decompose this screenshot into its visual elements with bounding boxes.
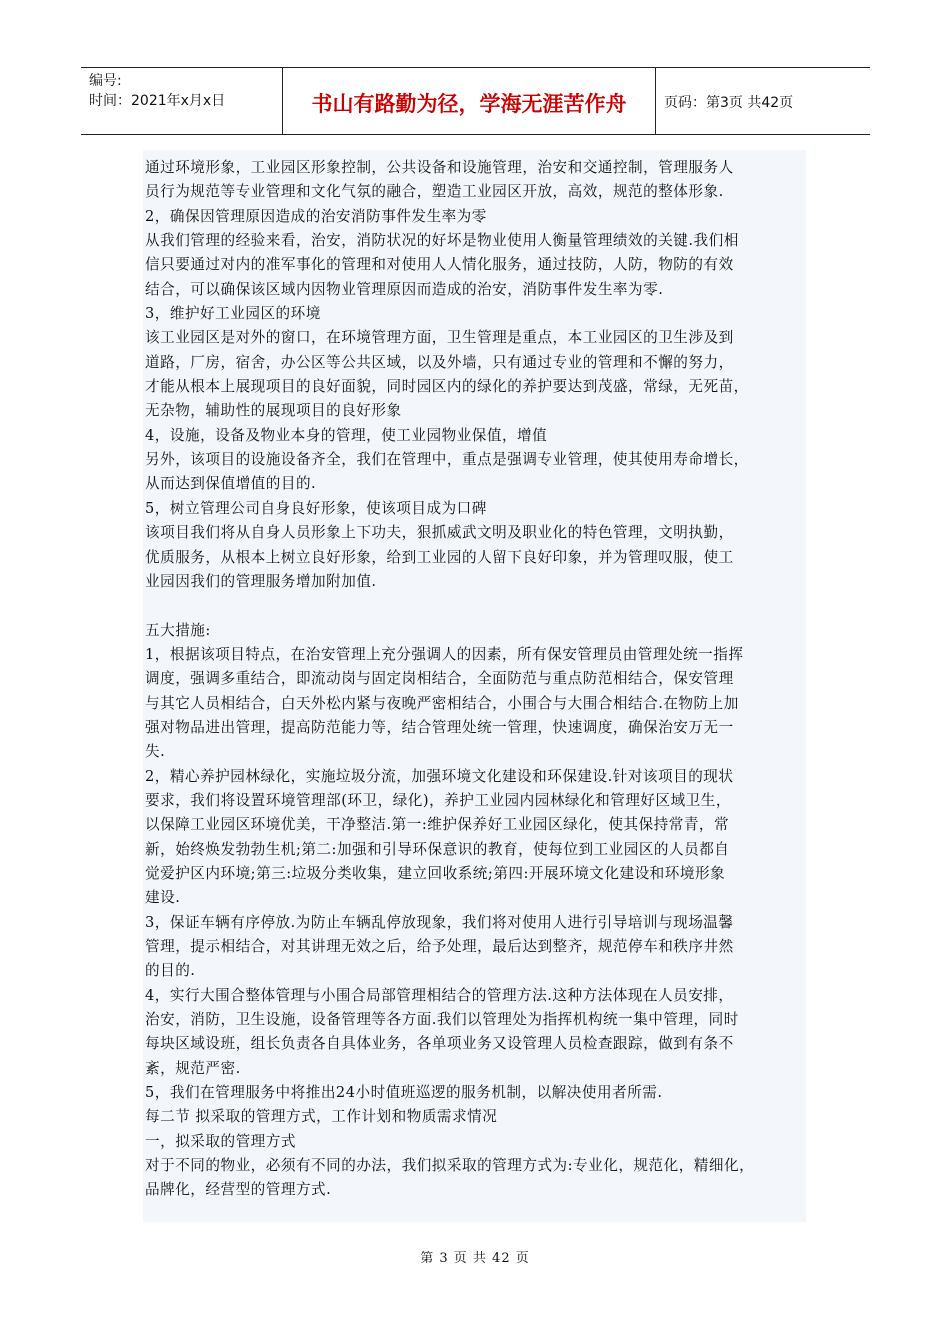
body-text-line: 对于不同的物业，必须有不同的办法，我们拟采取的管理方式为:专业化，规范化，精细化，	[145, 1157, 755, 1175]
body-text-line: 5，我们在管理服务中将推出24小时值班巡逻的服务机制，以解决使用者所需.	[145, 1084, 663, 1102]
body-text-line: 新，始终焕发勃勃生机;第二:加强和引导环保意识的教育，使每位到工业园区的人员都自	[145, 840, 730, 858]
body-text-line: 以保障工业园区环境优美，干净整洁.第一:维护保养好工业园区绿化，使其保持常青，常	[145, 816, 730, 834]
document-date: 时间：2021年x月x日	[89, 93, 226, 109]
body-text-line: 结合，可以确保该区域内因物业管理原因而造成的治安，消防事件发生率为零.	[145, 280, 664, 298]
body-text-line: 1，根据该项目特点，在治安管理上充分强调人的因素，所有保安管理员由管理处统一指挥	[145, 645, 744, 663]
body-text-line: 2，精心养护园林绿化，实施垃圾分流，加强环境文化建设和环保建设.针对该项目的现状	[145, 767, 734, 785]
body-text-line: 优质服务，从根本上树立良好形象，给到工业园的人留下良好印象，并为管理叹服，使工	[145, 548, 734, 566]
body-text-line: 紊，规范严密.	[145, 1059, 241, 1077]
body-text-line: 通过环境形象，工业园区形象控制，公共设备和设施管理，治安和交通控制，管理服务人	[145, 159, 734, 176]
body-text-line: 失.	[145, 743, 166, 761]
body-text-line: 道路，厂房，宿舍，办公区等公共区域，以及外墙，只有通过专业的管理和不懈的努力，	[145, 353, 734, 371]
body-text-line: 强对物品进出管理，提高防范能力等，结合管理处统一管理，快速调度，确保治安万无一	[145, 718, 734, 736]
body-text-line: 觉爱护区内环境;第三:垃圾分类收集，建立回收系统;第四:开展环境文化建设和环境形象	[145, 864, 726, 882]
body-text-line: 业园因我们的管理服务增加附加值.	[145, 572, 377, 590]
body-text-line: 调度，强调多重结合，即流动岗与固定岗相结合，全面防范与重点防范相结合，保安管理	[145, 670, 734, 688]
body-text-line: 从我们管理的经验来看，治安，消防状况的好坏是物业使用人衡量管理绩效的关键.我们相	[145, 232, 739, 250]
body-text-line: 要求，我们将设置环境管理部(环卫，绿化)，养护工业园内园林绿化和管理好区域卫生，	[145, 791, 731, 809]
body-text-line: 从而达到保值增值的目的.	[145, 475, 317, 493]
body-text-line: 与其它人员相结合，白天外松内紧与夜晚严密相结合，小围合与大围合相结合.在物防上加	[145, 694, 739, 712]
page-header	[81, 67, 870, 135]
body-text-line: 2，确保因管理原因造成的治安消防事件发生率为零	[145, 207, 487, 225]
body-text-line: 5，树立管理公司自身良好形象，使该项目成为口碑	[145, 499, 487, 517]
body-text-line: 4，设施，设备及物业本身的管理，使工业园物业保值，增值	[145, 426, 548, 444]
body-text-line: 一，拟采取的管理方式	[145, 1132, 296, 1150]
body-text-line: 的目的.	[145, 962, 196, 980]
page-footer: 第 3 页 共 42 页	[420, 1251, 530, 1266]
body-text-line: 才能从根本上展现项目的良好面貌，同时园区内的绿化的养护要达到茂盛，常绿，无死苗，	[145, 378, 749, 396]
body-text-line: 该工业园区是对外的窗口，在环境管理方面，卫生管理是重点，本工业园区的卫生涉及到	[145, 329, 734, 347]
body-text-line: 每块区域设班，组长负责各自具体业务，各单项业务又设管理人员检查跟踪，做到有条不	[145, 1035, 734, 1053]
document-number: 编号:	[89, 73, 122, 89]
body-text-line: 员行为规范等专业管理和文化气氛的融合，塑造工业园区开放，高效，规范的整体形象.	[145, 183, 724, 201]
body-text-line: 另外，该项目的设施设备齐全，我们在管理中，重点是强调专业管理，使其使用寿命增长，	[145, 451, 749, 469]
header-motto: 书山有路勤为径，学海无涯苦作舟	[283, 68, 656, 134]
body-text-line: 3，维护好工业园区的环境	[145, 305, 321, 323]
body-text-line: 该项目我们将从自身人员形象上下功夫，狠抓威武文明及职业化的特色管理，文明执勤，	[145, 524, 734, 542]
document-body	[143, 150, 806, 1222]
body-text-line: 治安，消防，卫生设施，设备管理等各方面.我们以管理处为指挥机构统一集中管理，同时	[145, 1011, 739, 1029]
header-page-number: 页码：第3页 共42页	[664, 95, 794, 111]
body-text-line: 每二节 拟采取的管理方式，工作计划和物质需求情况	[145, 1108, 498, 1126]
body-text-line: 信只要通过对内的准军事化的管理和对使用人人情化服务，通过技防，人防，物防的有效	[145, 256, 734, 274]
body-text-line: 3，保证车辆有序停放.为防止车辆乱停放现象，我们将对使用人进行引导培训与现场温馨	[145, 913, 734, 931]
body-text-line: 4，实行大围合整体管理与小围合局部管理相结合的管理方法.这种方法体现在人员安排，	[145, 986, 734, 1004]
body-text-line: 五大措施:	[145, 621, 211, 639]
body-text-line: 品牌化，经营型的管理方式.	[145, 1181, 332, 1199]
paragraph-gap	[145, 594, 806, 618]
body-text-line: 管理，提示相结合，对其讲理无效之后，给予处理，最后达到整齐，规范停车和秩序井然	[145, 938, 734, 955]
header-meta	[81, 68, 283, 134]
body-text-line: 建设.	[145, 889, 181, 907]
body-text-line: 无杂物，辅助性的展现项目的良好形象	[145, 402, 402, 420]
